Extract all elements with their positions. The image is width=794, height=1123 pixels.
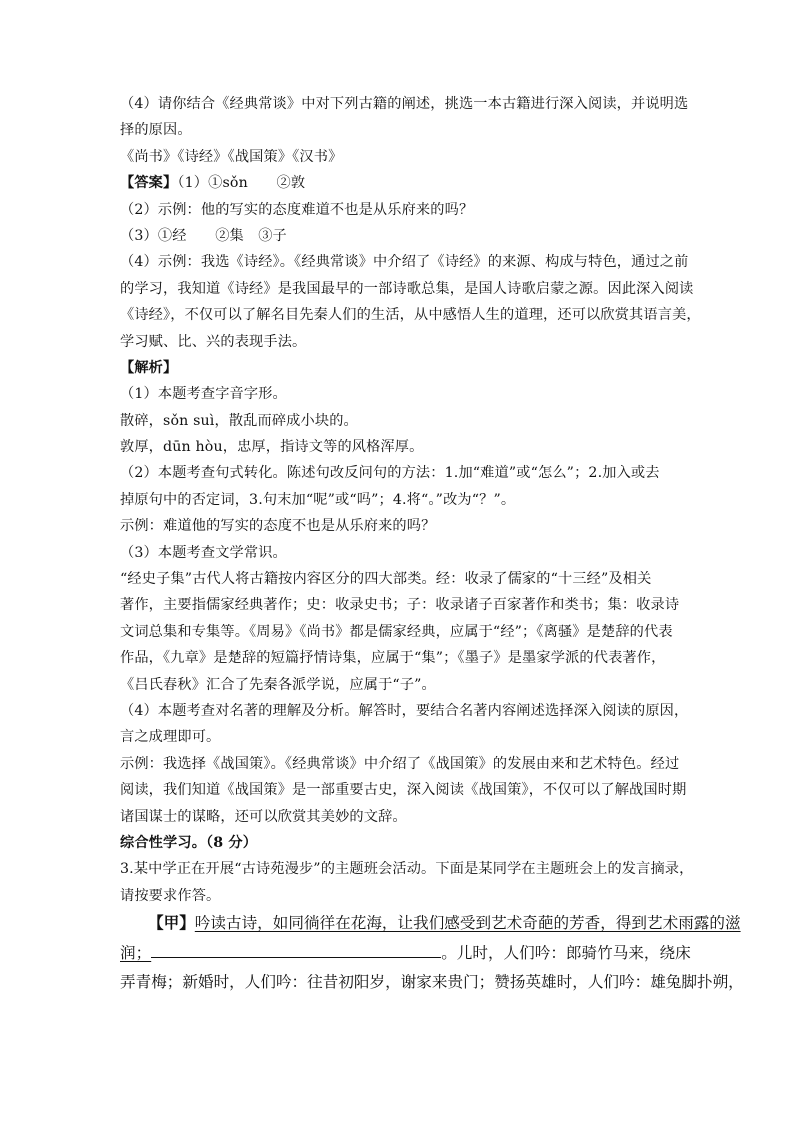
answer-line-1 <box>120 173 680 194</box>
answer-4-line: 学习赋、比、兴的表现手法。 <box>120 333 307 350</box>
passage-line-1 <box>120 912 741 934</box>
question-3-line-1: 3.某中学正在开展“古诗苑漫步”的主题班会活动。下面是某同学在主题班会上的发言摘录， <box>120 861 694 878</box>
analysis-line: （1）本题考查字音字形。 <box>120 386 287 403</box>
question-4-line-1: （4）请你结合《经典常谈》中对下列古籍的阐述，挑选一本古籍进行深入阅读，并说明选 <box>120 96 689 112</box>
answer-4-line: 《诗经》，不仅可以了解名目先秦人们的生活，从中感悟人生的道理，还可以欣赏其语言美， <box>120 307 701 324</box>
answer-4-line: 的学习，我知道《诗经》是我国最早的一部诗歌总集，是国人诗歌启蒙之源。因此深入阅读 <box>120 280 694 297</box>
answer-3: （3）①经 ②集 ③子 <box>120 227 287 244</box>
answer-1: （1）①sǒn ②敦 <box>177 175 306 192</box>
analysis-label: 【解析】 <box>120 359 178 376</box>
analysis-line: 诸国谋士的谋略，还可以欣赏其美妙的文辞。 <box>120 808 407 825</box>
passage-line-2 <box>120 941 691 964</box>
section-heading: 综合性学习。（8 分） <box>120 834 258 851</box>
answer-label: 【答案】 <box>120 175 178 192</box>
analysis-line: 言之成理即可。 <box>120 729 221 746</box>
analysis-line: 散碎，sǒn suì，散乱而碎成小块的。 <box>120 412 358 429</box>
analysis-line: 示例：我选择《战国策》。《经典常谈》中介绍了《战国策》的发展由来和艺术特色。经过 <box>120 755 680 772</box>
analysis-line: 作品，《九章》是楚辞的短篇抒情诗集，应属于“集”；《墨子》是墨家学派的代表著作， <box>120 650 666 667</box>
analysis-line: 敦厚，dūn hòu，忠厚，指诗文等的风格浑厚。 <box>120 439 424 456</box>
analysis-line: 阅读，我们知道《战国策》是一部重要古史，深入阅读《战国策》，不仅可以了解战国时期 <box>120 782 687 799</box>
passage-marker: 【甲】 <box>148 913 195 933</box>
passage-underlined-text: 吟读古诗，如同徜徉在花海，让我们感受到艺术奇葩的芳香，得到艺术雨露的滋 <box>194 914 741 933</box>
answer-4-line: （4）示例：我选《诗经》。《经典常谈》中介绍了《诗经》的来源、构成与特色，通过之前 <box>120 254 689 271</box>
analysis-line: 文词总集和专集等。《周易》《尚书》都是儒家经典，应属于“经”；《离骚》是楚辞的代表 <box>120 623 673 640</box>
analysis-line: （3）本题考查文学常识。 <box>120 544 287 561</box>
analysis-line: 掉原句中的否定词，3.句末加“呢”或“吗”；4.将“。”改为“？”。 <box>120 491 516 508</box>
answer-2: （2）示例：他的写实的态度难道不也是从乐府来的吗？ <box>120 201 474 218</box>
passage-line-3: 弄青梅；新婚时，人们吟：往昔初阳岁，谢家来贵门；赞扬英雄时，人们吟：雄兔脚扑朔， <box>120 973 744 992</box>
analysis-line: “经史子集”古代人将古籍按内容区分的四大部类。经：收录了儒家的“十三经”及相关 <box>120 571 652 588</box>
document-page <box>120 94 744 1000</box>
passage-text: 。儿时，人们吟：郎骑竹马来，绕床 <box>441 944 691 963</box>
passage-underlined-text: 润； <box>120 944 152 963</box>
question-4-line-2: 择的原因。 <box>120 122 192 139</box>
analysis-line: 示例：难道他的写实的态度不也是从乐府来的吗？ <box>120 518 436 535</box>
fill-in-blank[interactable] <box>151 941 441 958</box>
analysis-line: 著作，主要指儒家经典著作；史：收录史书；子：收录诸子百家著作和类书；集：收录诗 <box>120 597 680 614</box>
analysis-line: （2）本题考查句式转化。陈述句改反问句的方法：1.加“难道”或“怎么”；2.加入或去 <box>120 465 660 482</box>
question-4-books: 《尚书》《诗经》《战国策》《汉书》 <box>120 148 343 165</box>
analysis-line: 《吕氏春秋》汇合了先秦各派学说，应属于“子”。 <box>120 676 436 693</box>
analysis-line: （4）本题考查对名著的理解及分析。解答时，要结合名著内容阐述选择深入阅读的原因， <box>120 702 689 719</box>
question-3-line-2: 请按要求作答。 <box>120 887 221 904</box>
